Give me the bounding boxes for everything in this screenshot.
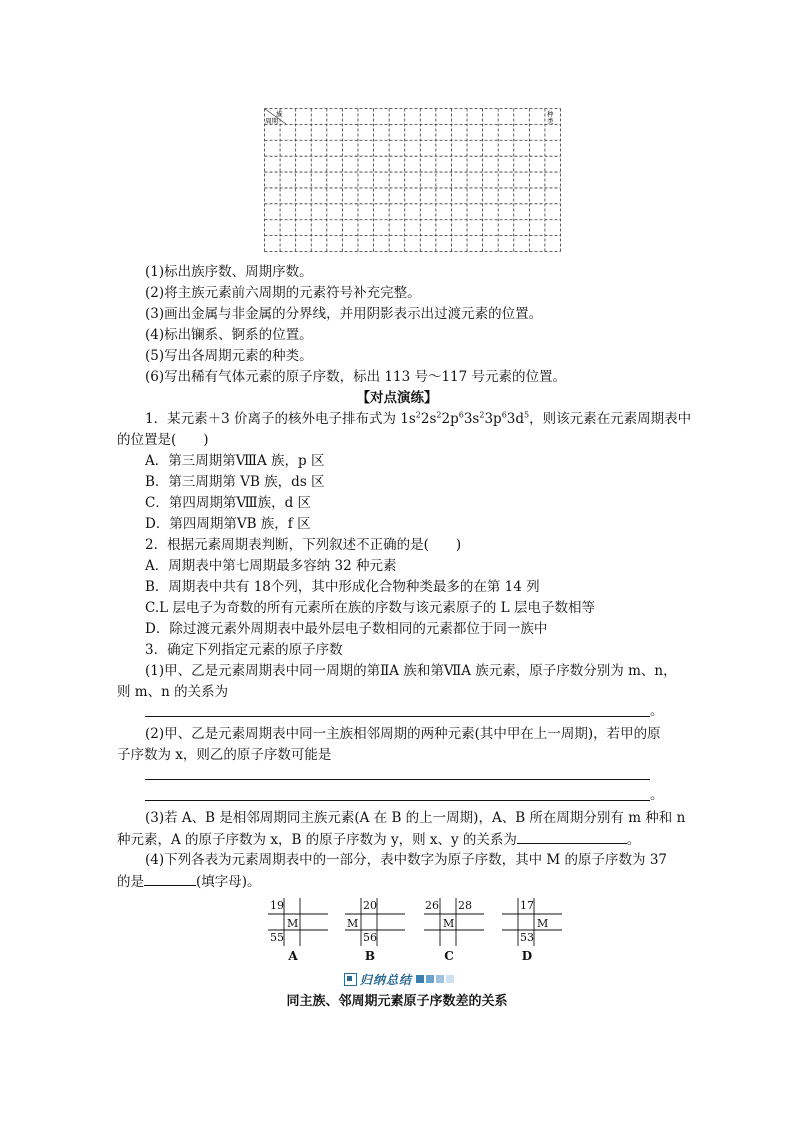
- q2-option-d: D．除过渡元素外周期表中最外层电子数相同的元素都位于同一族中: [145, 621, 548, 637]
- q3-part1-line1: (1)甲、乙是元素周期表中同一周期的第ⅡA 族和第ⅦA 族元素，原子序数分别为 m、n，: [145, 663, 677, 679]
- figure-a-top-number: 19: [270, 899, 284, 912]
- figure-a-m: M: [287, 917, 299, 930]
- task-2: (2)将主族元素前六周期的元素符号补充完整。: [145, 285, 421, 301]
- q3-part4-line1: (4)下列各表为元素周期表中的一部分，表中数字为原子序数，其中 M 的原子序数为 37: [145, 852, 667, 868]
- summary-badge: [344, 972, 454, 986]
- figure-a-label: A: [288, 949, 298, 963]
- q3-part3-answer-blank[interactable]: [517, 829, 627, 844]
- q1-stem-cont: 的位置是( ): [117, 432, 209, 448]
- q3-part3-line1: (3)若 A、B 是相邻周期同主族元素(A 在 B 的上一周期)，A、B 所在周期分别有 m 种和 n: [145, 810, 686, 826]
- figure-b-label: B: [364, 949, 376, 963]
- q3-part1-answer-blank[interactable]: [145, 704, 650, 717]
- figure-a: [268, 898, 328, 946]
- q2-option-a: A．周期表中第七周期最多容纳 32 种元素: [145, 558, 397, 574]
- section-title: 【对点演练】: [356, 390, 438, 406]
- q3-part1-line2: 则 m、n 的关系为: [117, 684, 229, 700]
- q1-option-d: D．第四周期第ⅤB 族，f 区: [145, 516, 311, 532]
- summary-badge-text: 归纳总结: [360, 972, 413, 987]
- figure-d-top-number: 17: [520, 899, 534, 912]
- figure-a-bottom-number: 55: [270, 931, 284, 944]
- q3-part2-line1: (2)甲、乙是元素周期表中同一主族相邻周期的两种元素(其中甲在上一周期)，若甲的原: [145, 726, 661, 742]
- q3-part2-answer-blank-2[interactable]: [145, 788, 650, 801]
- figure-d-label: D: [521, 949, 533, 963]
- badge-square-4: [446, 975, 454, 983]
- kind-header-bottom: 类: [547, 117, 554, 125]
- q3-part2-period: 。: [650, 787, 664, 803]
- q3-part2-answer-blank-1[interactable]: [145, 767, 650, 780]
- q1-option-a: A．第三周期第ⅧA 族，p 区: [145, 453, 325, 469]
- figure-c-right-number: 28: [458, 899, 472, 912]
- corner-top-label: 族: [276, 110, 283, 118]
- figure-c-left-number: 26: [425, 899, 439, 912]
- figure-d-bottom-number: 53: [520, 931, 534, 944]
- q3-part2-line2: 子序数为 x，则乙的原子序数可能是: [117, 747, 332, 763]
- q2-stem: 2．根据元素周期表判断，下列叙述不正确的是( ): [145, 537, 462, 553]
- badge-square-1: [416, 975, 424, 983]
- figure-b: [345, 898, 405, 946]
- figure-b-top-number: 20: [363, 899, 377, 912]
- q3-part1-period: 。: [650, 703, 664, 719]
- figure-b-bottom-number: 56: [363, 931, 377, 944]
- q1-option-b: B．第三周期第 VB 族，ds 区: [145, 474, 325, 490]
- figure-d: [502, 898, 562, 946]
- task-3: (3)画出金属与非金属的分界线，并用阴影表示出过渡元素的位置。: [145, 306, 543, 322]
- figure-d-m: M: [537, 917, 549, 930]
- corner-bottom-label: 周期: [265, 117, 278, 125]
- q2-option-b: B．周期表中共有 18个列，其中形成化合物种类最多的在第 14 列: [145, 579, 540, 595]
- badge-square-2: [426, 975, 434, 983]
- book-icon: [344, 973, 357, 986]
- summary-title: 同主族、邻周期元素原子序数差的关系: [286, 994, 508, 1009]
- q3-part3-line2: 种元素，A 的原子序数为 x，B 的原子序数为 y，则 x、y 的关系为 。: [117, 829, 640, 850]
- task-4: (4)标出镧系、锕系的位置。: [145, 327, 313, 343]
- badge-square-3: [436, 975, 444, 983]
- figure-c-m: M: [443, 917, 455, 930]
- q1-stem: 1．某元素＋3 价离子的核外电子排布式为 $1s^22s^22p^63s^23p^63d^5$，则该元素在元素周期表中: [145, 410, 692, 427]
- q3-stem: 3．确定下列指定元素的原子序数: [145, 642, 343, 658]
- figure-c-label: C: [444, 949, 454, 963]
- figure-c: [424, 898, 484, 946]
- q3-part4-line2: 的是 (填字母)。: [117, 871, 261, 892]
- q3-part4-answer-blank[interactable]: [144, 871, 196, 886]
- figure-b-m: M: [347, 917, 359, 930]
- q2-option-c: C.L 层电子为奇数的所有元素所在族的序数与该元素原子的 L 层电子数相等: [145, 600, 595, 616]
- task-6: (6)写出稀有气体元素的原子序数，标出 113 号～117 号元素的位置。: [145, 369, 567, 385]
- task-1: (1)标出族序数、周期序数。: [145, 264, 313, 280]
- kind-header-top: 种: [547, 110, 554, 118]
- q1-option-c: C．第四周期第Ⅷ族，d 区: [145, 495, 312, 511]
- blank-periodic-grid: [264, 108, 561, 252]
- task-5: (5)写出各周期元素的种类。: [145, 348, 313, 364]
